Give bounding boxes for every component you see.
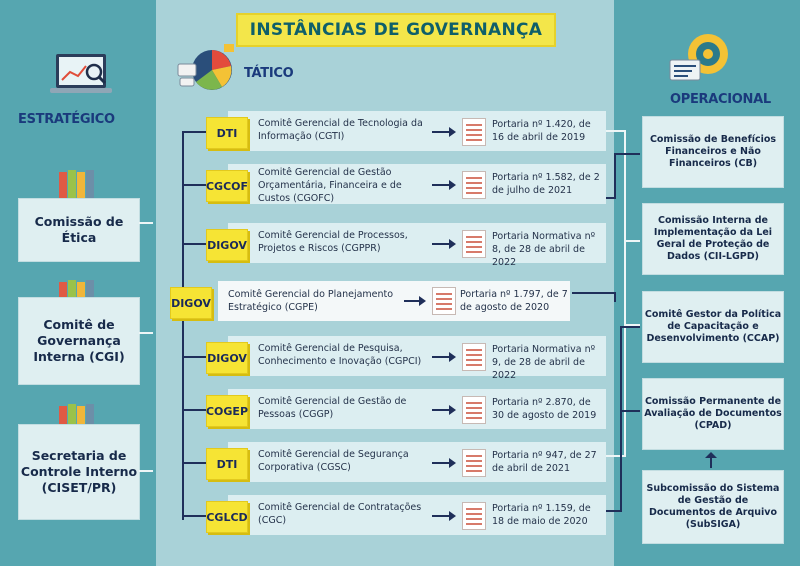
tactical-row-committee: Comitê Gerencial de Pesquisa, Conhecimento e Inovação (CGPCI) <box>258 343 422 367</box>
connector-line <box>606 455 626 457</box>
arrow <box>432 131 454 133</box>
connector-line <box>614 292 616 302</box>
pie-chart-icon <box>176 40 238 100</box>
arrow <box>432 462 454 464</box>
gear-icon <box>668 30 734 86</box>
strategic-box-ciset: Secretaria de Controle Interno (CISET/PR) <box>18 424 140 520</box>
connector-line <box>606 510 622 512</box>
connector-line <box>572 292 614 294</box>
connector-line <box>606 197 616 199</box>
operational-box-cpad: Comissão Permanente de Avaliação de Documentos (CPAD) <box>642 378 784 450</box>
bus-branch <box>182 409 206 411</box>
strategic-box-etica: Comissão de Ética <box>18 198 140 262</box>
strategic-label: ESTRATÉGICO <box>18 112 115 127</box>
arrow <box>432 515 454 517</box>
bus-branch <box>182 243 206 245</box>
connector-line <box>606 130 626 132</box>
bus-branch <box>182 356 206 358</box>
connector-line <box>139 470 153 472</box>
tactical-row-committee: Comitê Gerencial de Segurança Corporativa (CGSC) <box>258 449 409 473</box>
tactical-row-tag: DIGOV <box>206 229 248 261</box>
laptop-chart-icon <box>50 52 114 96</box>
connector-line <box>624 240 640 242</box>
tactical-row-tag: CGCOF <box>206 170 248 202</box>
connector-line <box>620 326 640 328</box>
tactical-row-tag: DTI <box>206 448 248 480</box>
bus-branch <box>182 131 206 133</box>
tactical-row-committee: Comitê Gerencial de Processos, Projetos e Riscos (CGPPR) <box>258 230 408 254</box>
tactical-row-portaria: Portaria Normativa nº 8, de 28 de abril de 2022 <box>492 231 596 268</box>
document-icon <box>462 396 486 424</box>
tactical-row-committee: Comitê Gerencial de Gestão Orçamentária, Financeira e de Custos (CGOFC) <box>258 167 402 204</box>
tactical-row-committee: Comitê Gerencial de Contratações (CGC) <box>258 502 422 526</box>
tactical-row-tag: CGLCD <box>206 501 248 533</box>
arrow <box>432 184 454 186</box>
document-icon <box>462 171 486 199</box>
tactical-row-tag: COGEP <box>206 395 248 427</box>
tactical-row-portaria: Portaria nº 947, de 27 de abril de 2021 <box>492 450 597 474</box>
binders-icon <box>57 168 101 200</box>
connector-line <box>624 130 626 456</box>
center-tag: DIGOV <box>170 287 212 319</box>
center-committee: Comitê Gerencial do Planejamento Estratégico (CGPE) <box>228 289 394 313</box>
connector-line <box>614 153 640 155</box>
tactical-row-committee: Comitê Gerencial de Tecnologia da Informação (CGTI) <box>258 118 423 142</box>
arrow <box>404 300 424 302</box>
tactical-row-tag: DTI <box>206 117 248 149</box>
document-icon <box>462 449 486 477</box>
document-icon <box>432 287 456 315</box>
tactical-row-committee: Comitê Gerencial de Gestão de Pessoas (CGGP) <box>258 396 407 420</box>
tactical-row-portaria: Portaria nº 1.582, de 2 de julho de 2021 <box>492 172 600 196</box>
arrow <box>432 243 454 245</box>
operational-box-subsiga: Subcomissão do Sistema de Gestão de Documentos de Arquivo (SubSIGA) <box>642 470 784 544</box>
tactical-row-portaria: Portaria nº 1.159, de 18 de maio de 2020 <box>492 503 591 527</box>
operational-box-ccap: Comitê Gestor da Política de Capacitação e Desenvolvimento (CCAP) <box>642 291 784 363</box>
operational-box-cb: Comissão de Benefícios Financeiros e Não Financeiros (CB) <box>642 116 784 188</box>
connector-line <box>620 410 640 412</box>
diagram-title: INSTÂNCIAS DE GOVERNANÇA <box>236 13 556 47</box>
center-portaria: Portaria nº 1.797, de 7 de agosto de 2020 <box>460 289 568 313</box>
operational-box-cii-lgpd: Comissão Interna de Implementação da Lei Geral de Proteção de Dados (CII-LGPD) <box>642 203 784 275</box>
connector-line <box>139 332 153 334</box>
tactical-label: TÁTICO <box>244 66 294 81</box>
bus-branch <box>182 462 206 464</box>
tactical-row-portaria: Portaria Normativa nº 9, de 28 de abril de 2022 <box>492 344 596 381</box>
document-icon <box>462 343 486 371</box>
bus-branch <box>182 515 206 517</box>
strategic-box-cgi: Comitê de Governança Interna (CGI) <box>18 297 140 385</box>
document-icon <box>462 230 486 258</box>
connector-line <box>614 153 616 199</box>
tactical-row-portaria: Portaria nº 2.870, de 30 de agosto de 2019 <box>492 397 597 421</box>
bus-branch <box>182 184 206 186</box>
document-icon <box>462 118 486 146</box>
operational-label: OPERACIONAL <box>670 92 771 107</box>
connector-line <box>620 326 622 512</box>
connector-line <box>139 222 153 224</box>
document-icon <box>462 502 486 530</box>
tactical-row-portaria: Portaria nº 1.420, de 16 de abril de 2019 <box>492 119 591 143</box>
arrow <box>432 409 454 411</box>
tactical-row-tag: DIGOV <box>206 342 248 374</box>
arrow <box>432 356 454 358</box>
up-arrow-icon <box>705 452 717 468</box>
